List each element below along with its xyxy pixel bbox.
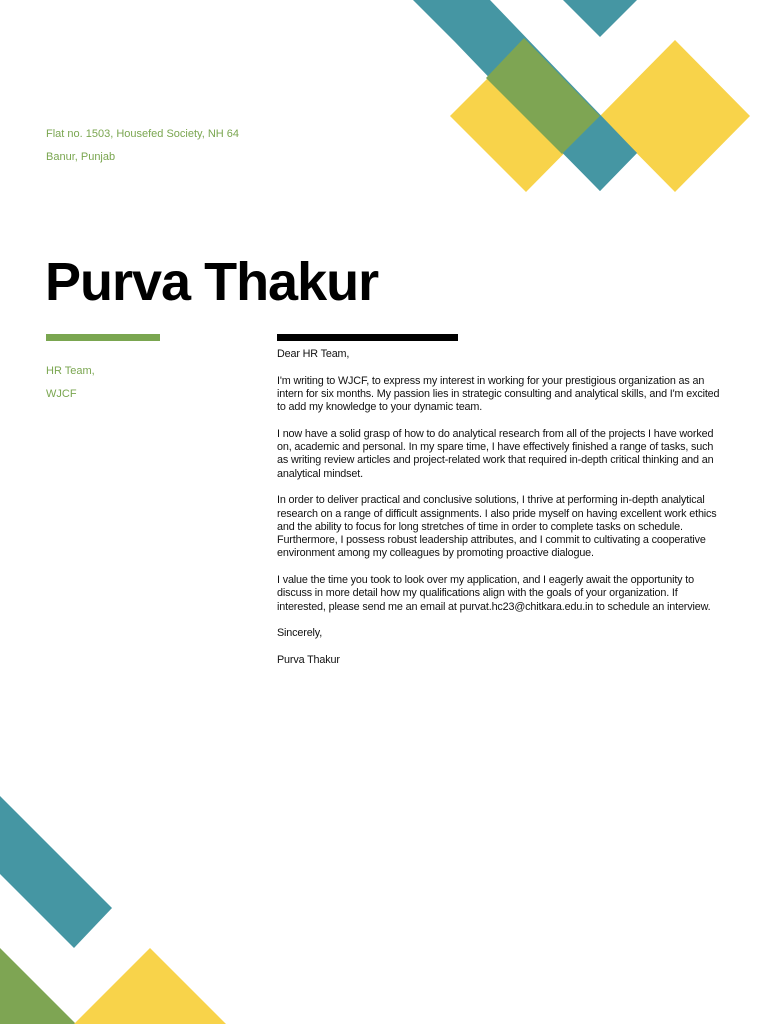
sender-name: Purva Thakur [45, 252, 379, 312]
letter-paragraph: I now have a solid grasp of how to do analytical research from all of the projects I have worked on, academic and personal. In my spare time, I have effectively finished a range of tasks, such as writing review articles and project-related work that required in-depth critical thinking and an analytical mindset. [277, 427, 714, 480]
green-bottom-triangle [0, 948, 76, 1024]
yellow-diamond-right [600, 40, 750, 192]
sender-address-line2: Banur, Punjab [46, 151, 116, 163]
letter-salutation: Dear HR Team, [277, 348, 350, 360]
letter-body [277, 348, 722, 680]
teal-top-triangle [563, 0, 637, 37]
letter-paragraph: I value the time you took to look over my application, and I eagerly await the opportunity to discuss in more detail how my qualifications align with the goals of your organization. If interested, please send me an email at purvat.hc23@chitkara.edu.in to schedule an interview. [277, 574, 711, 613]
green-accent-bar [46, 334, 160, 341]
recipient-line2: WJCF [46, 388, 77, 400]
letter-closing: Sincerely, [277, 627, 323, 640]
yellow-bottom-triangle [74, 948, 226, 1024]
sender-address-line1: Flat no. 1503, Housefed Society, NH 64 [46, 128, 240, 140]
teal-bottom-stripe [0, 796, 112, 948]
letter-paragraph: I'm writing to WJCF, to express my interest in working for your prestigious organization as an intern for six months. My passion lies in strategic consulting and analytical skills, and I'm excited to add my knowledge to your dynamic team. [277, 374, 720, 414]
letter-signature: Purva Thakur [277, 653, 340, 666]
letter-paragraph: In order to deliver practical and conclusive solutions, I thrive at performing in-depth analytical research on a range of difficult assignments. I also pride myself on having excellent work ethics and the ability to focus for long stretches of time in order to complete tasks on schedule. Furthermore, I possess robust leadership attributes, and I commit to cultivating a cooperative environment among my colleagues by promoting proactive dialogue. [277, 494, 717, 560]
recipient-line1: HR Team, [46, 365, 95, 377]
black-accent-bar [277, 334, 458, 341]
